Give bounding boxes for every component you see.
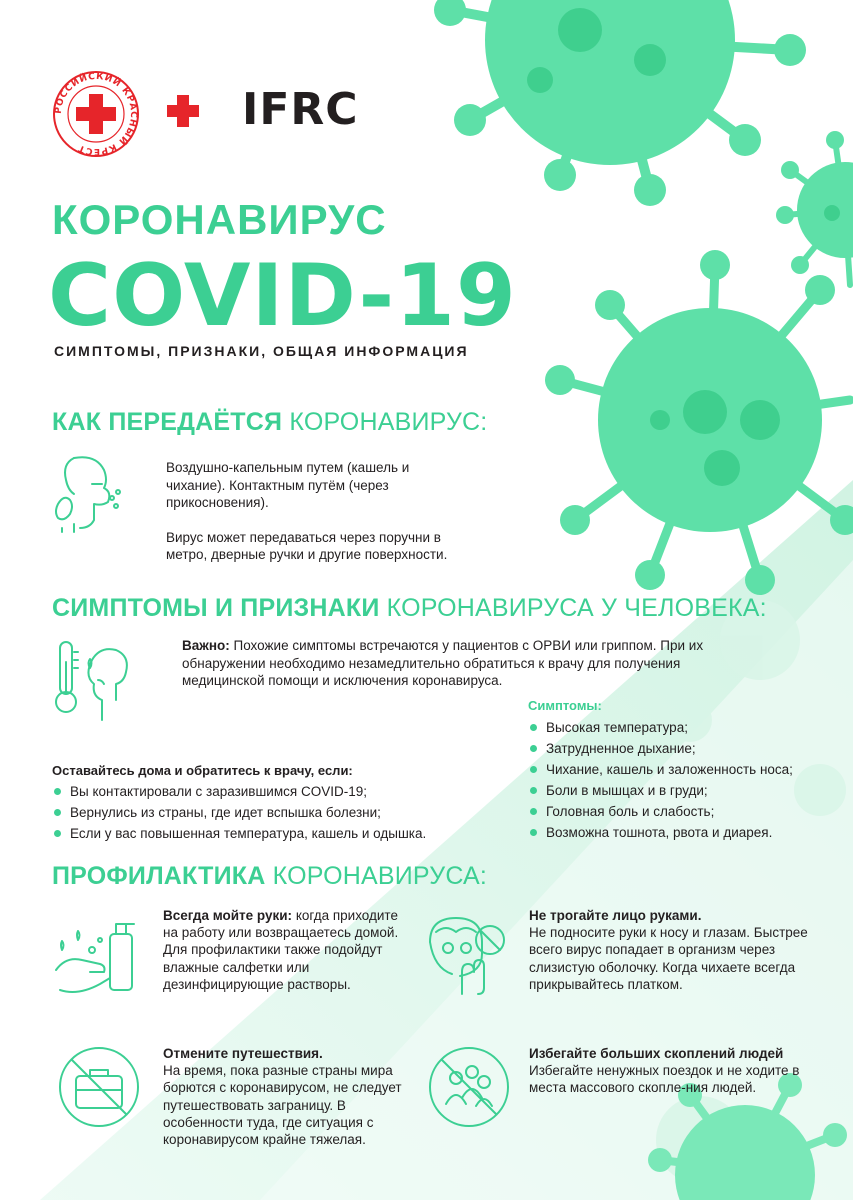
- ifrc-logo: [164, 82, 374, 136]
- prevention-text: Избегайте ненужных поездок и не ходите в места массового скопле-ния людей.: [529, 1063, 800, 1096]
- virus-illustration-top: [434, 0, 806, 206]
- important-text: Похожие симптомы встречаются у пациентов с ОРВИ или гриппом. При их обнаружении необходимо незамедлительно обратиться к врачу для получения медицинской помощи и исключения коронавируса.: [182, 638, 704, 688]
- title-line-2: COVID-19: [48, 246, 517, 346]
- prevention-title: Отмените путешествия.: [163, 1046, 323, 1061]
- transmission-paragraph-1: Воздушно-капельным путем (кашель и чихание). Контактным путём (через прикосновения).: [166, 460, 410, 510]
- list-item: Чихание, кашель и заложенность носа;: [528, 759, 793, 780]
- important-label: Важно:: [182, 638, 230, 653]
- symptoms-heading-thin: КОРОНАВИРУСА У ЧЕЛОВЕКА:: [379, 594, 767, 622]
- prevention-item-face: [529, 907, 819, 993]
- cross-crescent-icon: [164, 87, 234, 131]
- list-item: Головная боль и слабость;: [528, 801, 793, 822]
- prevention-item-crowds: [529, 1045, 829, 1097]
- stay-home-list: [52, 781, 426, 844]
- list-item: Высокая температура;: [528, 717, 793, 738]
- transmission-heading: [52, 408, 487, 437]
- transmission-heading-bold: КАК ПЕРЕДАЁТСЯ: [52, 408, 283, 436]
- prevention-heading: [52, 862, 487, 891]
- virus-illustration-small: [776, 131, 853, 285]
- list-item: Вы контактировали с заразившимся COVID-19;: [52, 781, 426, 802]
- symptoms-heading: [52, 594, 767, 623]
- prevention-title: Не трогайте лицо руками.: [529, 908, 702, 923]
- transmission-heading-thin: КОРОНАВИРУС:: [282, 408, 488, 436]
- no-face-touching-icon: [420, 910, 512, 1002]
- prevention-heading-bold: ПРОФИЛАКТИКА: [52, 862, 266, 890]
- stay-home-label: Оставайтесь дома и обратитесь к врачу, если:: [52, 763, 353, 778]
- subtitle: СИМПТОМЫ, ПРИЗНАКИ, ОБЩАЯ ИНФОРМАЦИЯ: [54, 343, 469, 359]
- prevention-item-travel: [163, 1045, 403, 1148]
- red-cross-ring-text: РОССИЙСКИЙ КРАСНЫЙ КРЕСТ: [53, 71, 139, 157]
- prevention-text: На время, пока разные страны мира борются с коронавирусом, не следует путешествовать заграницу. В особенности туда, где ситуация с коронавирусом крайне тяжелая.: [163, 1063, 402, 1148]
- list-item: Возможна тошнота, рвота и диарея.: [528, 822, 793, 843]
- red-cross-logo: [52, 70, 140, 158]
- thermometer-fever-icon: [50, 632, 140, 722]
- title-line-1: КОРОНАВИРУС: [52, 196, 387, 243]
- prevention-item-hands: [163, 907, 403, 993]
- list-item: Вернулись из страны, где идет вспышка болезни;: [52, 802, 426, 823]
- symptoms-heading-bold: СИМПТОМЫ И ПРИЗНАКИ: [52, 594, 380, 622]
- symptoms-list: [528, 717, 793, 843]
- prevention-text: когда приходите на работу или возвращаетесь домой. Для профилактики также подойдут влажные салфетки или дезинфицирующие растворы.: [163, 908, 399, 992]
- symptoms-list-label: Симптомы:: [528, 698, 602, 713]
- list-item: Если у вас повышенная температура, кашель и одышка.: [52, 823, 426, 844]
- symptoms-important: [182, 637, 742, 690]
- transmission-text: [166, 459, 466, 564]
- transmission-paragraph-2: Вирус может передаваться через поручни в метро, дверные ручки и другие поверхности.: [166, 529, 448, 562]
- ifrc-wordmark: IFRC: [242, 83, 359, 135]
- no-crowds-icon: [426, 1044, 512, 1130]
- list-item: Затрудненное дыхание;: [528, 738, 793, 759]
- prevention-title: Всегда мойте руки:: [163, 908, 293, 923]
- no-travel-icon: [56, 1044, 142, 1130]
- list-item: Боли в мышцах и в груди;: [528, 780, 793, 801]
- prevention-text: Не подносите руки к носу и глазам. Быстрее всего вирус попадает в организм через слизистую оболочку. Когда чихаете всегда прикрывайтесь платком.: [529, 925, 808, 992]
- coughing-person-icon: [52, 454, 124, 534]
- prevention-heading-thin: КОРОНАВИРУСА:: [265, 862, 488, 890]
- prevention-title: Избегайте больших скоплений людей: [529, 1046, 784, 1061]
- hand-washing-icon: [52, 910, 138, 1000]
